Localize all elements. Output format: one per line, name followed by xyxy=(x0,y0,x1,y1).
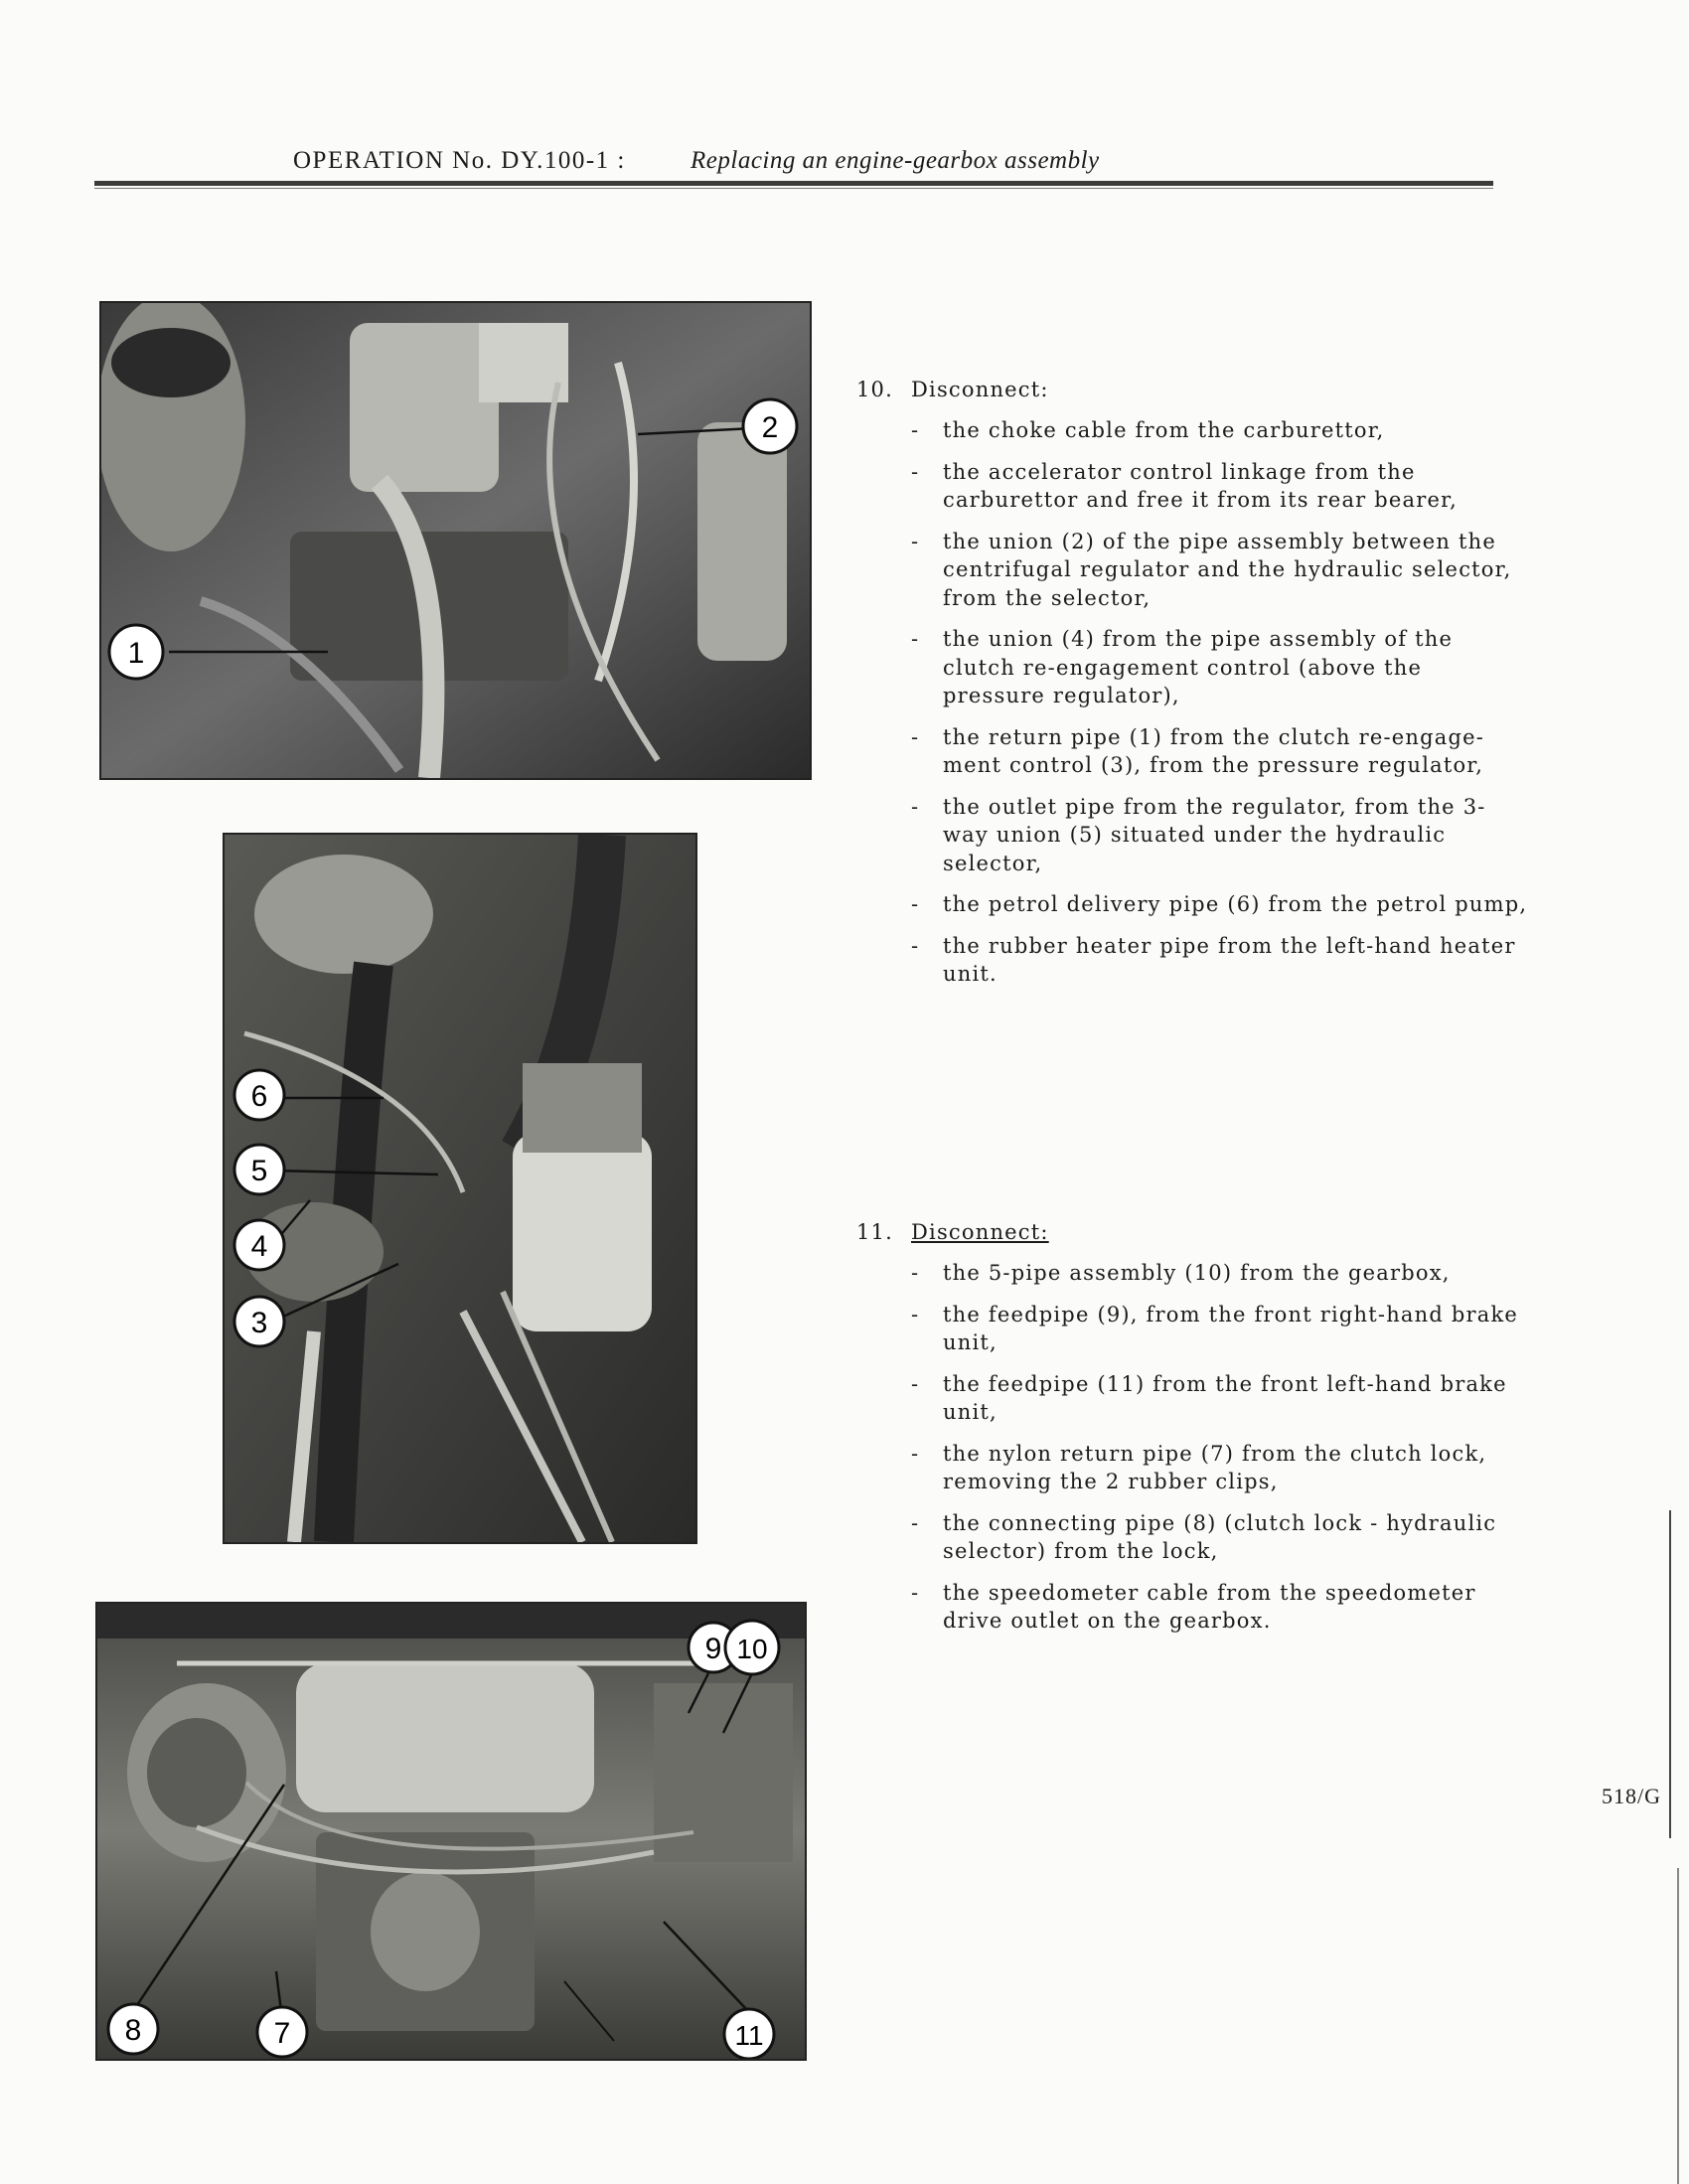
list-item: - the accelerator control linkage from the carburettor and free it from its rear bearer, xyxy=(911,458,1529,515)
callout-7 xyxy=(257,2007,307,2057)
callout-3 xyxy=(234,1297,284,1346)
svg-text:7: 7 xyxy=(273,2017,291,2050)
photo-engine-bay xyxy=(99,301,812,780)
svg-text:2: 2 xyxy=(761,411,779,444)
photo-gearbox xyxy=(95,1602,807,2061)
list-item: - the nylon return pipe (7) from the clutch lock, removing the 2 rubber clips, xyxy=(911,1440,1529,1496)
callout-6 xyxy=(234,1070,284,1120)
list-item: - the outlet pipe from the regulator, from the 3-way union (5) situated under the hydraulic selector, xyxy=(911,793,1529,878)
list-item: - the 5-pipe assembly (10) from the gearbox, xyxy=(911,1259,1529,1288)
callout-10 xyxy=(725,1621,779,1674)
operation-number: OPERATION No. DY.100-1 : xyxy=(293,147,626,174)
margin-line xyxy=(1677,1868,1679,2184)
header-rule xyxy=(94,181,1493,186)
list-item: - the return pipe (1) from the clutch re-engage-ment control (3), from the pressure regulator, xyxy=(911,723,1529,780)
step-number: 10. xyxy=(856,378,893,401)
list-item: - the feedpipe (9), from the front right-hand brake unit, xyxy=(911,1301,1529,1357)
margin-line xyxy=(1669,1510,1671,1838)
page-number: 518/G xyxy=(1602,1784,1661,1808)
svg-text:3: 3 xyxy=(250,1307,268,1339)
list-item: - the union (2) of the pipe assembly between the centrifugal regulator and the hydraulic selector, from the selector, xyxy=(911,528,1529,613)
step-heading: Disconnect: xyxy=(911,1220,1049,1244)
svg-text:4: 4 xyxy=(250,1230,268,1263)
operation-title: Replacing an engine-gearbox assembly xyxy=(691,147,1100,174)
header-rule-thin xyxy=(94,188,1493,189)
list-item: - the union (4) from the pipe assembly of the clutch re-engagement control (above the pressure regulator), xyxy=(911,625,1529,710)
callout-4 xyxy=(234,1220,284,1270)
svg-text:11: 11 xyxy=(734,2020,764,2051)
svg-text:5: 5 xyxy=(250,1155,268,1187)
callout-2 xyxy=(743,399,797,453)
list-item: - the rubber heater pipe from the left-hand heater unit. xyxy=(911,932,1529,989)
callout-8 xyxy=(108,2004,158,2054)
callout-1 xyxy=(109,625,163,679)
photo-pressure-regulator xyxy=(223,833,697,1544)
callout-5 xyxy=(234,1145,284,1194)
list-item: - the speedometer cable from the speedometer drive outlet on the gearbox. xyxy=(911,1579,1529,1636)
list-item: - the feedpipe (11) from the front left-hand brake unit, xyxy=(911,1370,1529,1427)
list-item: - the petrol delivery pipe (6) from the petrol pump, xyxy=(911,890,1529,919)
svg-text:6: 6 xyxy=(250,1080,268,1113)
step-items xyxy=(911,1259,1529,1648)
callout-11 xyxy=(724,2009,774,2059)
svg-text:8: 8 xyxy=(124,2014,142,2047)
step-heading: Disconnect: xyxy=(911,378,1049,401)
step-items xyxy=(911,416,1529,1002)
list-item: - the choke cable from the carburettor, xyxy=(911,416,1529,445)
svg-text:1: 1 xyxy=(127,637,145,670)
step-number: 11. xyxy=(856,1220,893,1244)
svg-text:9: 9 xyxy=(704,1633,722,1665)
svg-text:10: 10 xyxy=(736,1634,768,1664)
list-item: - the connecting pipe (8) (clutch lock - hydraulic selector) from the lock, xyxy=(911,1509,1529,1566)
